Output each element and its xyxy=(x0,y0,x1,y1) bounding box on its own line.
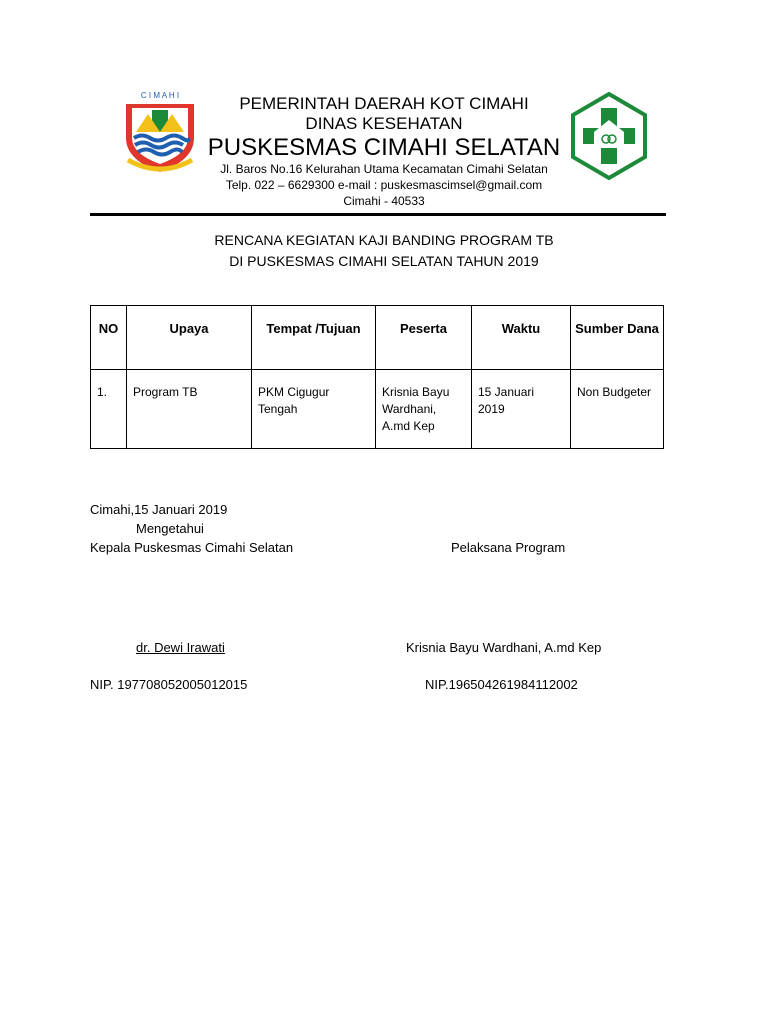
city-postal: Cimahi - 40533 xyxy=(343,194,425,208)
executor-nip: NIP.196504261984112002 xyxy=(425,677,578,692)
table-cell: Program TB xyxy=(127,370,252,449)
table-header-row xyxy=(91,306,664,370)
acknowledged-label: Mengetahui xyxy=(136,521,204,536)
table-row xyxy=(91,370,664,449)
cimahi-emblem-logo xyxy=(118,88,202,178)
table-cell: 1. xyxy=(91,370,127,449)
table-cell: Krisnia Bayu Wardhani, A.md Kep xyxy=(376,370,472,449)
head-role: Kepala Puskesmas Cimahi Selatan xyxy=(90,540,294,555)
head-name: dr. Dewi Irawati xyxy=(136,640,225,655)
puskesmas-logo xyxy=(570,92,648,180)
column-header: Waktu xyxy=(472,306,571,370)
column-header: Sumber Dana xyxy=(571,306,664,370)
column-header: Peserta xyxy=(376,306,472,370)
document-title-line2: DI PUSKESMAS CIMAHI SELATAN TAHUN 2019 xyxy=(229,253,539,269)
address: Jl. Baros No.16 Kelurahan Utama Kecamatan Cimahi Selatan xyxy=(220,162,548,176)
organization-name: PUSKESMAS CIMAHI SELATAN xyxy=(207,134,561,161)
head-nip: NIP. 197708052005012015 xyxy=(90,677,248,692)
executor-name: Krisnia Bayu Wardhani, A.md Kep xyxy=(406,640,602,655)
executor-role: Pelaksana Program xyxy=(451,540,566,555)
table-cell: Non Budgeter xyxy=(571,370,664,449)
department-name: DINAS KESEHATAN xyxy=(305,114,463,133)
place-date: Cimahi,15 Januari 2019 xyxy=(90,502,228,517)
table-cell: 15 Januari 2019 xyxy=(472,370,571,449)
document-title-line1: RENCANA KEGIATAN KAJI BANDING PROGRAM TB xyxy=(214,232,554,248)
svg-text:C I M A H I: C I M A H I xyxy=(140,91,180,100)
table-cell: PKM Cigugur Tengah xyxy=(252,370,376,449)
column-header: Tempat /Tujuan xyxy=(252,306,376,370)
government-name: PEMERINTAH DAERAH KOT CIMAHI xyxy=(239,94,529,113)
header-divider xyxy=(90,213,666,216)
contact-info: Telp. 022 – 6629300 e-mail : puskesmascimsel@gmail.com xyxy=(225,178,543,192)
column-header: NO xyxy=(91,306,127,370)
activity-plan-table xyxy=(90,305,664,449)
column-header: Upaya xyxy=(127,306,252,370)
